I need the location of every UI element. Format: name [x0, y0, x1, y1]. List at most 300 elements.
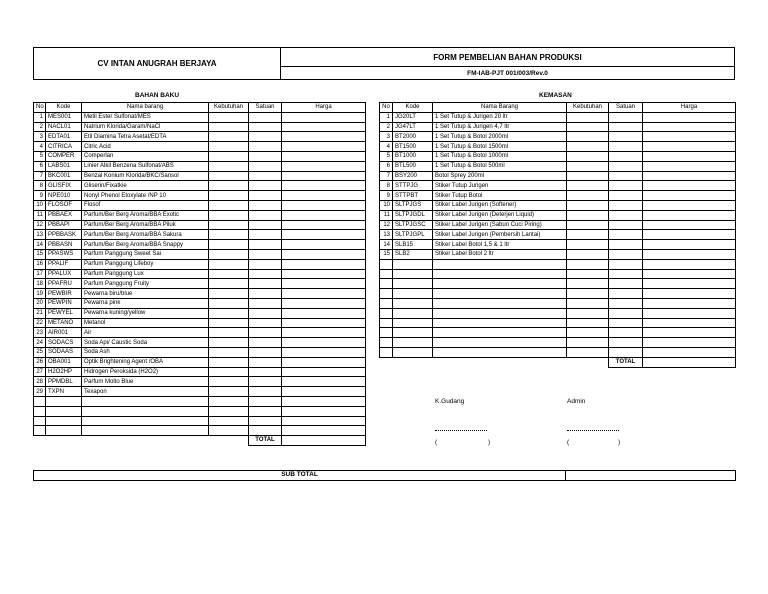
row-satuan[interactable]: [249, 112, 282, 122]
row-kebutuhan[interactable]: [209, 210, 249, 220]
row-harga[interactable]: [282, 367, 366, 377]
row-kebutuhan[interactable]: [209, 142, 249, 152]
row-harga[interactable]: [643, 259, 736, 269]
bahan-baku-title: BAHAN BAKU: [135, 92, 180, 99]
row-kode: [46, 396, 82, 406]
row-satuan[interactable]: [249, 387, 282, 397]
row-nama: Parfum Panggung Lux: [82, 269, 209, 279]
table-row: [34, 289, 366, 299]
table-row: [380, 200, 736, 210]
row-nama: Flosof: [82, 200, 209, 210]
row-harga[interactable]: [282, 416, 366, 426]
table-row: [34, 220, 366, 230]
row-nama: [433, 289, 567, 299]
total-label: TOTAL: [609, 357, 643, 367]
row-no: 1: [380, 112, 393, 122]
table-row: [34, 357, 366, 367]
row-kebutuhan[interactable]: [567, 279, 609, 289]
row-no: 5: [34, 151, 46, 161]
row-harga[interactable]: [643, 112, 736, 122]
row-satuan[interactable]: [249, 230, 282, 240]
table-row: [380, 318, 736, 328]
row-harga[interactable]: [282, 318, 366, 328]
row-kebutuhan[interactable]: [209, 220, 249, 230]
row-kode: NACL01: [46, 122, 82, 132]
row-kebutuhan[interactable]: [209, 279, 249, 289]
sig-gudang-paren-close: ): [488, 439, 491, 446]
row-kode: SLTPJGSC: [393, 220, 433, 230]
row-satuan[interactable]: [249, 142, 282, 152]
row-nama: Stiker Label Jurigen (Deterjen Liquid): [433, 210, 567, 220]
row-kebutuhan[interactable]: [567, 230, 609, 240]
row-harga[interactable]: [643, 298, 736, 308]
row-satuan[interactable]: [609, 112, 643, 122]
total-value[interactable]: [282, 436, 366, 446]
row-no: 9: [380, 191, 393, 201]
row-kode: [393, 328, 433, 338]
row-satuan[interactable]: [609, 279, 643, 289]
row-harga[interactable]: [282, 210, 366, 220]
row-nama: Natrium Klorida/Garam/NaCl: [82, 122, 209, 132]
row-nama: [433, 328, 567, 338]
row-satuan[interactable]: [249, 181, 282, 191]
row-kebutuhan[interactable]: [567, 171, 609, 181]
row-nama: 1 Set Tutup & Botol 1000ml: [433, 151, 567, 161]
row-satuan[interactable]: [609, 249, 643, 259]
table-row: [380, 269, 736, 279]
row-harga[interactable]: [282, 387, 366, 397]
col-nama: Nama barang: [82, 103, 209, 113]
row-satuan[interactable]: [249, 269, 282, 279]
row-kebutuhan[interactable]: [567, 308, 609, 318]
company-name: [33, 47, 281, 80]
row-nama: Stiker Tutup Botol: [433, 191, 567, 201]
row-kebutuhan[interactable]: [567, 151, 609, 161]
row-kebutuhan[interactable]: [567, 298, 609, 308]
row-no: [380, 328, 393, 338]
form-title-text: FORM PEMBELIAN BAHAN PRODUKSI: [433, 52, 582, 62]
row-satuan[interactable]: [609, 338, 643, 348]
row-kebutuhan[interactable]: [209, 328, 249, 338]
table-row: [34, 200, 366, 210]
row-harga[interactable]: [643, 279, 736, 289]
row-kode: STTPBT: [393, 191, 433, 201]
col-kebutuhan: Kebutuhan: [209, 103, 249, 113]
row-kode: PBBASN: [46, 240, 82, 250]
row-nama: 1 Set Tutup & Botol 500ml: [433, 161, 567, 171]
row-satuan[interactable]: [249, 132, 282, 142]
row-kebutuhan[interactable]: [567, 191, 609, 201]
row-nama: Parfum Panggung Sweet Sai: [82, 249, 209, 259]
row-no: 19: [34, 289, 46, 299]
table-row: [380, 161, 736, 171]
row-harga[interactable]: [282, 269, 366, 279]
subtotal-row: [34, 471, 736, 481]
table-row: [34, 377, 366, 387]
row-satuan[interactable]: [249, 426, 282, 436]
col-harga: Harga: [643, 103, 736, 113]
row-harga[interactable]: [643, 161, 736, 171]
row-harga[interactable]: [282, 298, 366, 308]
kemasan-table: [379, 102, 736, 368]
table-row: [34, 426, 366, 436]
row-kode: AIR001: [46, 328, 82, 338]
row-kebutuhan[interactable]: [209, 151, 249, 161]
row-harga[interactable]: [643, 249, 736, 259]
row-harga[interactable]: [282, 240, 366, 250]
row-harga[interactable]: [282, 142, 366, 152]
row-harga[interactable]: [282, 396, 366, 406]
row-harga[interactable]: [282, 249, 366, 259]
row-kode: [393, 279, 433, 289]
row-no: [34, 416, 46, 426]
row-kebutuhan[interactable]: [209, 357, 249, 367]
row-satuan[interactable]: [249, 279, 282, 289]
table-row: [34, 122, 366, 132]
table-row: [34, 191, 366, 201]
table-row: [34, 406, 366, 416]
row-harga[interactable]: [643, 122, 736, 132]
row-harga[interactable]: [282, 308, 366, 318]
row-kebutuhan[interactable]: [567, 122, 609, 132]
row-kebutuhan[interactable]: [209, 200, 249, 210]
row-satuan[interactable]: [249, 289, 282, 299]
row-harga[interactable]: [282, 112, 366, 122]
row-harga[interactable]: [282, 347, 366, 357]
row-kebutuhan[interactable]: [209, 161, 249, 171]
table-row: [380, 210, 736, 220]
row-kebutuhan[interactable]: [209, 249, 249, 259]
sig-admin-line: [567, 430, 619, 431]
row-harga[interactable]: [643, 210, 736, 220]
row-kebutuhan[interactable]: [209, 240, 249, 250]
row-no: 14: [34, 240, 46, 250]
row-nama: Stiker Label Jurigen (Softener): [433, 200, 567, 210]
table-row: [34, 416, 366, 426]
row-satuan[interactable]: [249, 367, 282, 377]
row-no: 2: [34, 122, 46, 132]
row-satuan[interactable]: [249, 318, 282, 328]
row-nama: [433, 259, 567, 269]
row-harga[interactable]: [643, 347, 736, 357]
row-kebutuhan[interactable]: [209, 181, 249, 191]
row-satuan[interactable]: [609, 269, 643, 279]
row-satuan[interactable]: [249, 298, 282, 308]
row-kebutuhan[interactable]: [567, 161, 609, 171]
row-satuan[interactable]: [609, 122, 643, 132]
row-kode: SLTPJGPL: [393, 230, 433, 240]
row-nama: Nonyl Phenol Etoxylate /NP 10: [82, 191, 209, 201]
table-row: [380, 289, 736, 299]
row-harga[interactable]: [282, 200, 366, 210]
row-satuan[interactable]: [609, 240, 643, 250]
table-header-row: [380, 103, 736, 113]
row-satuan[interactable]: [609, 328, 643, 338]
row-harga[interactable]: [282, 181, 366, 191]
row-satuan[interactable]: [249, 220, 282, 230]
row-nama: [82, 426, 209, 436]
row-harga[interactable]: [282, 357, 366, 367]
table-row: [34, 396, 366, 406]
row-harga[interactable]: [643, 200, 736, 210]
row-harga[interactable]: [282, 230, 366, 240]
row-kebutuhan[interactable]: [209, 367, 249, 377]
row-nama: Metil Ester Sulfonat/MES: [82, 112, 209, 122]
row-satuan[interactable]: [249, 200, 282, 210]
row-satuan[interactable]: [609, 171, 643, 181]
col-no: No: [380, 103, 393, 113]
row-no: 6: [380, 161, 393, 171]
row-nama: Comperlan: [82, 151, 209, 161]
table-row: [34, 338, 366, 348]
row-nama: Stiker Label Jurigen (Pembersih Lantai): [433, 230, 567, 240]
row-satuan[interactable]: [249, 347, 282, 357]
row-kebutuhan[interactable]: [209, 132, 249, 142]
row-satuan[interactable]: [249, 308, 282, 318]
row-kebutuhan[interactable]: [209, 289, 249, 299]
row-no: 1: [34, 112, 46, 122]
row-satuan[interactable]: [249, 249, 282, 259]
row-kebutuhan[interactable]: [209, 122, 249, 132]
row-satuan[interactable]: [249, 416, 282, 426]
row-no: 7: [380, 171, 393, 181]
row-nama: Linier Alkil Benzena Sulfonat/ABS: [82, 161, 209, 171]
row-nama: [82, 396, 209, 406]
row-kebutuhan[interactable]: [209, 298, 249, 308]
row-kode: MES001: [46, 112, 82, 122]
row-satuan[interactable]: [609, 220, 643, 230]
row-nama: [433, 269, 567, 279]
table-row: [380, 298, 736, 308]
row-kebutuhan[interactable]: [567, 347, 609, 357]
row-harga[interactable]: [643, 220, 736, 230]
row-kode: SLB2: [393, 249, 433, 259]
row-kode: EDTA01: [46, 132, 82, 142]
row-kebutuhan[interactable]: [209, 377, 249, 387]
row-kode: STTPJG: [393, 181, 433, 191]
row-nama: Citric Acid: [82, 142, 209, 152]
row-kebutuhan[interactable]: [209, 230, 249, 240]
row-nama: [82, 406, 209, 416]
row-harga[interactable]: [643, 269, 736, 279]
row-harga[interactable]: [282, 289, 366, 299]
row-no: [380, 269, 393, 279]
row-no: 27: [34, 367, 46, 377]
row-harga[interactable]: [643, 338, 736, 348]
table-row: [34, 171, 366, 181]
row-satuan[interactable]: [249, 210, 282, 220]
row-satuan[interactable]: [609, 200, 643, 210]
row-harga[interactable]: [282, 328, 366, 338]
row-satuan[interactable]: [609, 191, 643, 201]
row-no: 15: [34, 249, 46, 259]
row-satuan[interactable]: [609, 161, 643, 171]
col-kode: Kode: [46, 103, 82, 113]
row-satuan[interactable]: [249, 396, 282, 406]
row-kode: SLTPJGDL: [393, 210, 433, 220]
row-satuan[interactable]: [609, 151, 643, 161]
row-kebutuhan[interactable]: [567, 210, 609, 220]
row-harga[interactable]: [643, 289, 736, 299]
row-kode: OBA001: [46, 357, 82, 367]
row-kode: [393, 269, 433, 279]
row-satuan[interactable]: [609, 318, 643, 328]
row-nama: Optik Brightening Agent /OBA: [82, 357, 209, 367]
table-row: [380, 171, 736, 181]
row-harga[interactable]: [643, 308, 736, 318]
row-harga[interactable]: [643, 230, 736, 240]
row-kebutuhan[interactable]: [209, 387, 249, 397]
row-kode: [46, 406, 82, 416]
row-satuan[interactable]: [609, 142, 643, 152]
row-kebutuhan[interactable]: [567, 132, 609, 142]
row-harga[interactable]: [643, 171, 736, 181]
row-harga[interactable]: [282, 151, 366, 161]
row-harga[interactable]: [282, 426, 366, 436]
row-satuan[interactable]: [249, 171, 282, 181]
row-harga[interactable]: [643, 240, 736, 250]
total-value[interactable]: [643, 357, 736, 367]
row-harga[interactable]: [282, 259, 366, 269]
row-harga[interactable]: [643, 181, 736, 191]
row-harga[interactable]: [643, 191, 736, 201]
row-kebutuhan[interactable]: [209, 308, 249, 318]
row-no: 11: [34, 210, 46, 220]
row-harga[interactable]: [643, 151, 736, 161]
row-kebutuhan[interactable]: [209, 338, 249, 348]
row-no: 14: [380, 240, 393, 250]
row-no: [380, 298, 393, 308]
row-satuan[interactable]: [249, 191, 282, 201]
row-kebutuhan[interactable]: [209, 426, 249, 436]
row-satuan[interactable]: [609, 289, 643, 299]
row-harga[interactable]: [282, 220, 366, 230]
row-kebutuhan[interactable]: [567, 200, 609, 210]
row-satuan[interactable]: [249, 338, 282, 348]
row-harga[interactable]: [643, 142, 736, 152]
row-satuan[interactable]: [249, 357, 282, 367]
row-satuan[interactable]: [249, 259, 282, 269]
row-kebutuhan[interactable]: [209, 269, 249, 279]
row-satuan[interactable]: [609, 308, 643, 318]
row-satuan[interactable]: [609, 259, 643, 269]
table-row: [34, 279, 366, 289]
row-satuan[interactable]: [609, 210, 643, 220]
row-kebutuhan[interactable]: [567, 249, 609, 259]
row-kode: PEWPIN: [46, 298, 82, 308]
row-harga[interactable]: [282, 171, 366, 181]
row-harga[interactable]: [282, 377, 366, 387]
row-harga[interactable]: [282, 279, 366, 289]
row-kebutuhan[interactable]: [567, 220, 609, 230]
row-satuan[interactable]: [609, 298, 643, 308]
row-kebutuhan[interactable]: [567, 259, 609, 269]
row-kebutuhan[interactable]: [567, 181, 609, 191]
row-kode: JG47LT: [393, 122, 433, 132]
row-kode: PBBAPI: [46, 220, 82, 230]
row-kebutuhan[interactable]: [209, 112, 249, 122]
row-kode: [393, 259, 433, 269]
row-nama: Metanol: [82, 318, 209, 328]
row-kode: PPMDBL: [46, 377, 82, 387]
row-kode: BKC001: [46, 171, 82, 181]
row-kebutuhan[interactable]: [567, 240, 609, 250]
row-satuan[interactable]: [609, 347, 643, 357]
row-kebutuhan[interactable]: [567, 112, 609, 122]
row-satuan[interactable]: [249, 328, 282, 338]
row-no: 15: [380, 249, 393, 259]
table-row: [380, 112, 736, 122]
row-nama: Pewarna pink: [82, 298, 209, 308]
row-satuan[interactable]: [249, 406, 282, 416]
row-kode: BTL500: [393, 161, 433, 171]
row-harga[interactable]: [643, 328, 736, 338]
row-satuan[interactable]: [609, 230, 643, 240]
row-harga[interactable]: [282, 132, 366, 142]
row-kebutuhan[interactable]: [209, 171, 249, 181]
row-kebutuhan[interactable]: [567, 328, 609, 338]
row-kode: SODACS: [46, 338, 82, 348]
row-harga[interactable]: [282, 161, 366, 171]
row-kode: JG20LT: [393, 112, 433, 122]
row-harga[interactable]: [643, 132, 736, 142]
row-kebutuhan[interactable]: [567, 269, 609, 279]
table-row: [380, 328, 736, 338]
table-row: [34, 308, 366, 318]
table-row: [380, 338, 736, 348]
row-satuan[interactable]: [249, 151, 282, 161]
row-no: 3: [34, 132, 46, 142]
row-kebutuhan[interactable]: [567, 338, 609, 348]
row-no: 21: [34, 308, 46, 318]
row-kebutuhan[interactable]: [567, 289, 609, 299]
row-kode: PBBAEX: [46, 210, 82, 220]
row-kebutuhan[interactable]: [209, 259, 249, 269]
row-harga[interactable]: [282, 338, 366, 348]
row-kebutuhan[interactable]: [209, 396, 249, 406]
row-kode: PPBBASK: [46, 230, 82, 240]
row-kode: PPALIF: [46, 259, 82, 269]
row-kebutuhan[interactable]: [209, 347, 249, 357]
row-harga[interactable]: [643, 318, 736, 328]
row-kebutuhan[interactable]: [209, 406, 249, 416]
row-kebutuhan[interactable]: [209, 318, 249, 328]
table-row: [34, 132, 366, 142]
row-kebutuhan[interactable]: [209, 191, 249, 201]
row-no: [380, 279, 393, 289]
row-satuan[interactable]: [249, 122, 282, 132]
subtotal-value[interactable]: [566, 471, 736, 481]
row-kode: TXPN: [46, 387, 82, 397]
row-no: 17: [34, 269, 46, 279]
row-harga[interactable]: [282, 191, 366, 201]
subtotal-label: SUB TOTAL: [34, 471, 566, 481]
row-kebutuhan[interactable]: [567, 142, 609, 152]
row-satuan[interactable]: [249, 161, 282, 171]
table-row: [380, 122, 736, 132]
row-satuan[interactable]: [609, 132, 643, 142]
table-header-row: [34, 103, 366, 113]
row-harga[interactable]: [282, 406, 366, 416]
row-no: 25: [34, 347, 46, 357]
row-kebutuhan[interactable]: [567, 318, 609, 328]
row-satuan[interactable]: [249, 377, 282, 387]
row-harga[interactable]: [282, 122, 366, 132]
row-no: 9: [34, 191, 46, 201]
row-kebutuhan[interactable]: [209, 416, 249, 426]
row-satuan[interactable]: [249, 240, 282, 250]
row-satuan[interactable]: [609, 181, 643, 191]
